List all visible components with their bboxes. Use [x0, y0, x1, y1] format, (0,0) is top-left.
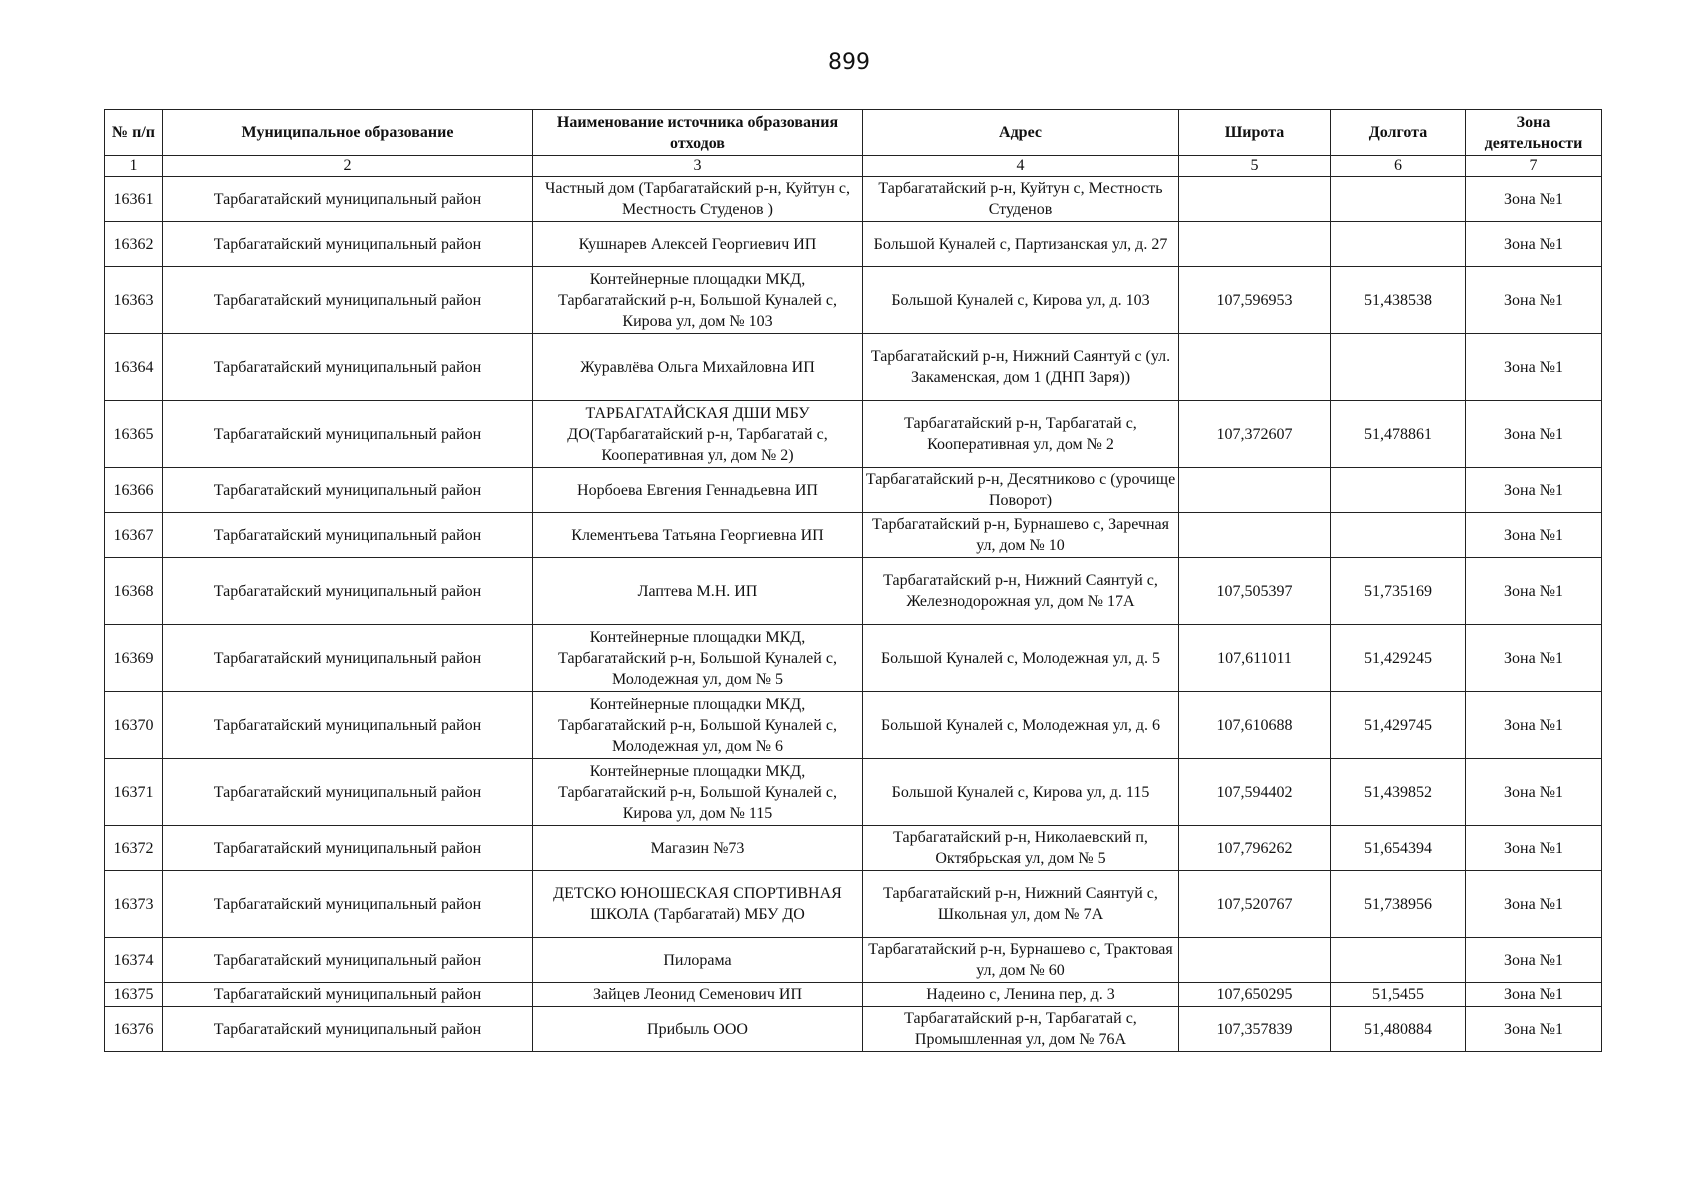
header-row — [105, 110, 1602, 156]
page-number: 899 — [828, 50, 870, 75]
cell-municipality: Тарбагатайский муниципальный район — [163, 938, 533, 983]
column-header-longitude: Долгота — [1331, 110, 1466, 156]
table-row — [105, 334, 1602, 401]
cell-zone: Зона №1 — [1466, 692, 1602, 759]
column-header-source: Наименование источника образования отходов — [533, 110, 863, 156]
cell-source: ДЕТСКО ЮНОШЕСКАЯ СПОРТИВНАЯ ШКОЛА (Тарбагатай) МБУ ДО — [533, 871, 863, 938]
cell-address: Тарбагатайский р-н, Нижний Саянтуй с (ул. Закаменская, дом 1 (ДНП Заря)) — [863, 334, 1179, 401]
cell-zone: Зона №1 — [1466, 558, 1602, 625]
cell-longitude: 51,480884 — [1331, 1007, 1466, 1052]
cell-address: Большой Куналей с, Кирова ул, д. 115 — [863, 759, 1179, 826]
cell-municipality: Тарбагатайский муниципальный район — [163, 625, 533, 692]
cell-address: Большой Куналей с, Партизанская ул, д. 27 — [863, 222, 1179, 267]
table-row — [105, 692, 1602, 759]
cell-number: 16368 — [105, 558, 163, 625]
cell-address: Большой Куналей с, Молодежная ул, д. 6 — [863, 692, 1179, 759]
column-header-number: № п/п — [105, 110, 163, 156]
cell-latitude — [1179, 177, 1331, 222]
column-header-address: Адрес — [863, 110, 1179, 156]
cell-number: 16372 — [105, 826, 163, 871]
table-row — [105, 401, 1602, 468]
column-number: 1 — [105, 156, 163, 177]
cell-address: Тарбагатайский р-н, Нижний Саянтуй с, Железнодорожная ул, дом № 17А — [863, 558, 1179, 625]
cell-source: Лаптева М.Н. ИП — [533, 558, 863, 625]
cell-address: Тарбагатайский р-н, Тарбагатай с, Промышленная ул, дом № 76А — [863, 1007, 1179, 1052]
cell-zone: Зона №1 — [1466, 826, 1602, 871]
cell-zone: Зона №1 — [1466, 513, 1602, 558]
cell-longitude: 51,429245 — [1331, 625, 1466, 692]
table-row — [105, 558, 1602, 625]
table-row — [105, 625, 1602, 692]
cell-zone: Зона №1 — [1466, 222, 1602, 267]
cell-latitude: 107,357839 — [1179, 1007, 1331, 1052]
cell-address: Тарбагатайский р-н, Бурнашево с, Трактовая ул, дом № 60 — [863, 938, 1179, 983]
cell-longitude: 51,478861 — [1331, 401, 1466, 468]
cell-latitude — [1179, 468, 1331, 513]
table-row — [105, 267, 1602, 334]
cell-source: Контейнерные площадки МКД, Тарбагатайский р-н, Большой Куналей с, Молодежная ул, дом № 6 — [533, 692, 863, 759]
cell-number: 16375 — [105, 983, 163, 1007]
column-header-zone: Зона деятельности — [1466, 110, 1602, 156]
cell-address: Тарбагатайский р-н, Десятниково с (урочище Поворот) — [863, 468, 1179, 513]
cell-number: 16373 — [105, 871, 163, 938]
table-row — [105, 938, 1602, 983]
cell-number: 16370 — [105, 692, 163, 759]
cell-municipality: Тарбагатайский муниципальный район — [163, 826, 533, 871]
table-row — [105, 983, 1602, 1007]
cell-latitude: 107,372607 — [1179, 401, 1331, 468]
cell-municipality: Тарбагатайский муниципальный район — [163, 401, 533, 468]
table-row — [105, 468, 1602, 513]
cell-zone: Зона №1 — [1466, 177, 1602, 222]
cell-zone: Зона №1 — [1466, 1007, 1602, 1052]
column-number: 4 — [863, 156, 1179, 177]
cell-zone: Зона №1 — [1466, 871, 1602, 938]
cell-longitude: 51,735169 — [1331, 558, 1466, 625]
cell-zone: Зона №1 — [1466, 468, 1602, 513]
table-row — [105, 222, 1602, 267]
cell-longitude — [1331, 468, 1466, 513]
cell-zone: Зона №1 — [1466, 938, 1602, 983]
cell-municipality: Тарбагатайский муниципальный район — [163, 334, 533, 401]
cell-latitude: 107,594402 — [1179, 759, 1331, 826]
waste-sources-table — [104, 109, 1602, 1052]
cell-number: 16376 — [105, 1007, 163, 1052]
cell-zone: Зона №1 — [1466, 759, 1602, 826]
cell-number: 16366 — [105, 468, 163, 513]
cell-address: Большой Куналей с, Кирова ул, д. 103 — [863, 267, 1179, 334]
cell-address: Тарбагатайский р-н, Тарбагатай с, Кооперативная ул, дом № 2 — [863, 401, 1179, 468]
cell-number: 16369 — [105, 625, 163, 692]
column-number-row — [105, 156, 1602, 177]
cell-longitude: 51,654394 — [1331, 826, 1466, 871]
cell-zone: Зона №1 — [1466, 334, 1602, 401]
cell-source: Журавлёва Ольга Михайловна ИП — [533, 334, 863, 401]
cell-longitude: 51,5455 — [1331, 983, 1466, 1007]
cell-number: 16361 — [105, 177, 163, 222]
cell-latitude: 107,650295 — [1179, 983, 1331, 1007]
cell-source: Контейнерные площадки МКД, Тарбагатайский р-н, Большой Куналей с, Кирова ул, дом № 103 — [533, 267, 863, 334]
cell-zone: Зона №1 — [1466, 625, 1602, 692]
cell-municipality: Тарбагатайский муниципальный район — [163, 177, 533, 222]
cell-latitude: 107,505397 — [1179, 558, 1331, 625]
cell-source: Клементьева Татьяна Георгиевна ИП — [533, 513, 863, 558]
cell-municipality: Тарбагатайский муниципальный район — [163, 871, 533, 938]
table-body — [105, 177, 1602, 1052]
cell-source: Контейнерные площадки МКД, Тарбагатайский р-н, Большой Куналей с, Кирова ул, дом № 115 — [533, 759, 863, 826]
table-row — [105, 826, 1602, 871]
cell-address: Тарбагатайский р-н, Николаевский п, Октябрьская ул, дом № 5 — [863, 826, 1179, 871]
cell-source: Прибыль ООО — [533, 1007, 863, 1052]
column-header-municipality: Муниципальное образование — [163, 110, 533, 156]
cell-latitude — [1179, 222, 1331, 267]
cell-address: Надеино с, Ленина пер, д. 3 — [863, 983, 1179, 1007]
cell-latitude — [1179, 513, 1331, 558]
cell-longitude: 51,738956 — [1331, 871, 1466, 938]
table-row — [105, 1007, 1602, 1052]
cell-municipality: Тарбагатайский муниципальный район — [163, 692, 533, 759]
cell-longitude — [1331, 938, 1466, 983]
column-header-latitude: Широта — [1179, 110, 1331, 156]
cell-address: Большой Куналей с, Молодежная ул, д. 5 — [863, 625, 1179, 692]
cell-latitude: 107,611011 — [1179, 625, 1331, 692]
cell-source: Контейнерные площадки МКД, Тарбагатайский р-н, Большой Куналей с, Молодежная ул, дом № 5 — [533, 625, 863, 692]
cell-longitude — [1331, 177, 1466, 222]
cell-municipality: Тарбагатайский муниципальный район — [163, 468, 533, 513]
cell-source: ТАРБАГАТАЙСКАЯ ДШИ МБУ ДО(Тарбагатайский р-н, Тарбагатай с, Кооперативная ул, дом № 2) — [533, 401, 863, 468]
table-row — [105, 871, 1602, 938]
cell-number: 16362 — [105, 222, 163, 267]
cell-address: Тарбагатайский р-н, Куйтун с, Местность Студенов — [863, 177, 1179, 222]
cell-number: 16371 — [105, 759, 163, 826]
cell-source: Норбоева Евгения Геннадьевна ИП — [533, 468, 863, 513]
cell-source: Зайцев Леонид Семенович ИП — [533, 983, 863, 1007]
cell-number: 16364 — [105, 334, 163, 401]
cell-longitude — [1331, 222, 1466, 267]
cell-municipality: Тарбагатайский муниципальный район — [163, 558, 533, 625]
table-row — [105, 177, 1602, 222]
column-number: 6 — [1331, 156, 1466, 177]
cell-latitude: 107,610688 — [1179, 692, 1331, 759]
cell-municipality: Тарбагатайский муниципальный район — [163, 983, 533, 1007]
cell-longitude — [1331, 513, 1466, 558]
column-number: 3 — [533, 156, 863, 177]
cell-longitude: 51,438538 — [1331, 267, 1466, 334]
cell-latitude: 107,520767 — [1179, 871, 1331, 938]
cell-number: 16374 — [105, 938, 163, 983]
cell-longitude: 51,429745 — [1331, 692, 1466, 759]
column-number: 5 — [1179, 156, 1331, 177]
cell-number: 16363 — [105, 267, 163, 334]
cell-latitude — [1179, 334, 1331, 401]
cell-municipality: Тарбагатайский муниципальный район — [163, 513, 533, 558]
cell-longitude — [1331, 334, 1466, 401]
cell-number: 16367 — [105, 513, 163, 558]
cell-source: Пилорама — [533, 938, 863, 983]
cell-source: Частный дом (Тарбагатайский р-н, Куйтун с, Местность Студенов ) — [533, 177, 863, 222]
cell-source: Магазин №73 — [533, 826, 863, 871]
cell-address: Тарбагатайский р-н, Нижний Саянтуй с, Школьная ул, дом № 7А — [863, 871, 1179, 938]
cell-municipality: Тарбагатайский муниципальный район — [163, 1007, 533, 1052]
cell-source: Кушнарев Алексей Георгиевич ИП — [533, 222, 863, 267]
column-number: 2 — [163, 156, 533, 177]
table-row — [105, 513, 1602, 558]
cell-zone: Зона №1 — [1466, 983, 1602, 1007]
cell-longitude: 51,439852 — [1331, 759, 1466, 826]
cell-latitude: 107,596953 — [1179, 267, 1331, 334]
cell-municipality: Тарбагатайский муниципальный район — [163, 267, 533, 334]
cell-latitude: 107,796262 — [1179, 826, 1331, 871]
column-number: 7 — [1466, 156, 1602, 177]
cell-number: 16365 — [105, 401, 163, 468]
cell-latitude — [1179, 938, 1331, 983]
table-row — [105, 759, 1602, 826]
cell-address: Тарбагатайский р-н, Бурнашево с, Заречная ул, дом № 10 — [863, 513, 1179, 558]
cell-zone: Зона №1 — [1466, 267, 1602, 334]
cell-zone: Зона №1 — [1466, 401, 1602, 468]
cell-municipality: Тарбагатайский муниципальный район — [163, 759, 533, 826]
cell-municipality: Тарбагатайский муниципальный район — [163, 222, 533, 267]
